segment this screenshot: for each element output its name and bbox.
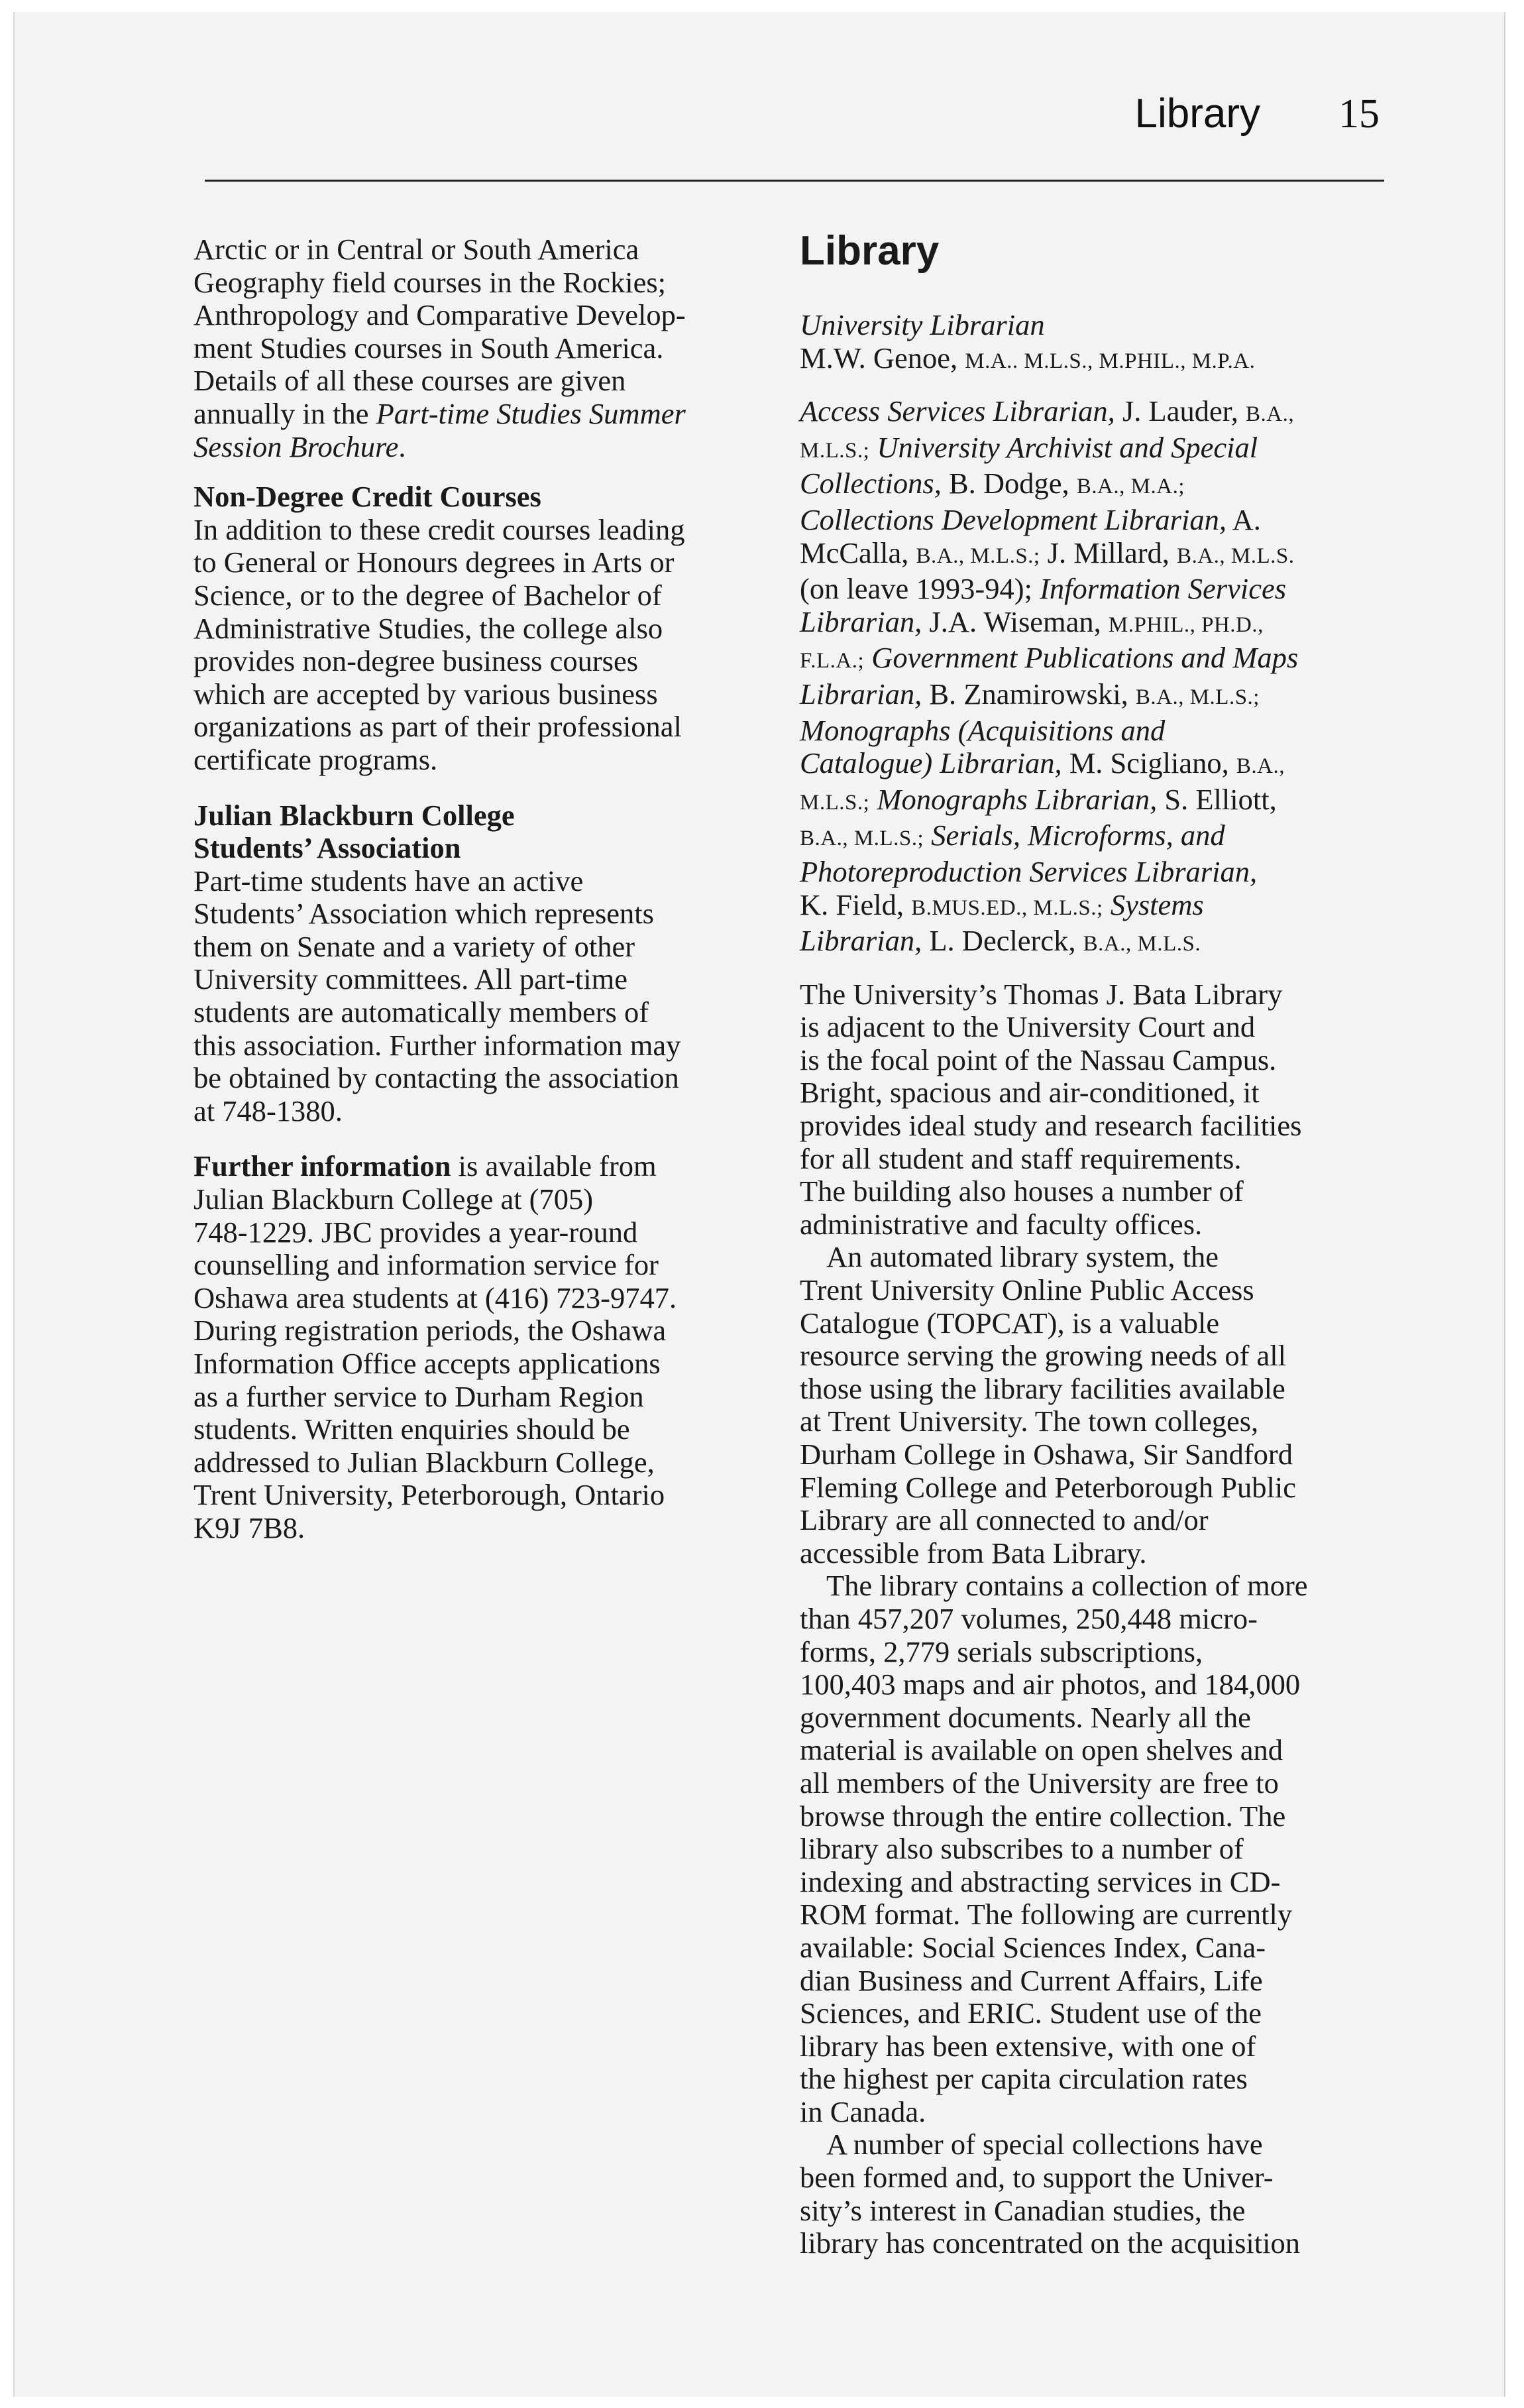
text-line: 100,403 maps and air photos, and 184,000 (800, 1668, 1301, 1701)
staff-line (800, 889, 1363, 925)
text-line (193, 398, 777, 431)
special-collections-paragraph (800, 2128, 1363, 2260)
text-line: Library are all connected to and/or (800, 1503, 1209, 1537)
text-run: annually in the (193, 396, 376, 430)
text-line: as a further service to Durham Region (193, 1379, 644, 1413)
text-line: Information Office accepts applications (193, 1347, 661, 1380)
text-line: Trent University Online Public Access (800, 1273, 1254, 1307)
staff-line (800, 431, 1363, 468)
librarian-degrees: M.A.. M.L.S., M.PHIL., M.P.A. (965, 349, 1256, 373)
text-line: Administrative Studies, the college also (193, 611, 663, 645)
section-heading: Students’ Association (193, 831, 461, 865)
text-line: Geography field courses in the Rockies; (193, 265, 667, 299)
collection-paragraph (800, 1570, 1363, 2128)
staff-line (800, 504, 1363, 537)
text-line: been formed and, to support the Univer- (800, 2161, 1274, 2195)
staff-title-run: Access Services Librarian, (800, 394, 1115, 428)
staff-title-run: Librarian, (800, 924, 922, 958)
header-rule (205, 180, 1384, 182)
degree-run: M.PHIL., PH.D., (1108, 612, 1264, 637)
staff-title-run: Government Publications and Maps (864, 641, 1299, 675)
text-line: The University’s Thomas J. Bata Library (800, 977, 1283, 1011)
text-line: 748-1229. JBC provides a year-round (193, 1215, 638, 1249)
text-line (193, 1150, 777, 1183)
text-run: is available from (451, 1149, 657, 1183)
degree-run: B.A., M.L.S.; (916, 544, 1040, 568)
staff-title-run: Librarian, (800, 677, 922, 711)
staff-line (800, 856, 1363, 889)
text-line: in Canada. (800, 2094, 926, 2128)
name-run: J. Millard, (1040, 536, 1177, 569)
degree-run: B.A., (1236, 754, 1285, 779)
left-column (193, 233, 777, 1545)
degree-run: B.A., M.L.S. (1177, 544, 1295, 568)
university-librarian (800, 309, 1363, 378)
text-line: Fleming College and Peterborough Public (800, 1470, 1296, 1504)
staff-line (800, 678, 1363, 715)
text-line: Sciences, and ERIC. Student use of the (800, 1996, 1262, 2030)
name-run: (on leave 1993-94); (800, 572, 1040, 606)
library-heading: Library (800, 228, 940, 274)
staff-line (800, 819, 1363, 856)
text-line: dian Business and Current Affairs, Life (800, 1963, 1263, 1997)
degree-run: B.A., M.L.S. (1083, 932, 1201, 956)
staff-title-run: University Archivist and Special (869, 430, 1258, 464)
staff-list (800, 395, 1363, 961)
staff-title-run: Systems (1103, 888, 1204, 921)
section-heading: Julian Blackburn College (193, 798, 515, 832)
name-run: B. Znamirowski, (922, 677, 1136, 711)
staff-line (800, 783, 1363, 820)
staff-title-run: Serials, Microforms, and (924, 819, 1225, 852)
staff-line (800, 715, 1363, 748)
text-line: Bright, spacious and air-conditioned, it (800, 1076, 1260, 1110)
degree-run: B.MUS.ED., M.L.S.; (911, 895, 1103, 920)
degree-run: B.A., M.L.S.; (1135, 685, 1260, 709)
librarian-title: University Librarian (800, 308, 1045, 341)
text-line: is adjacent to the University Court and (800, 1010, 1256, 1044)
degree-run: F.L.A.; (800, 649, 865, 673)
text-line: library has concentrated on the acquisition (800, 2226, 1301, 2260)
text-line: be obtained by contacting the association (193, 1061, 679, 1095)
staff-line (800, 606, 1363, 642)
staff-line (800, 573, 1363, 606)
name-run: S. Elliott, (1157, 782, 1277, 816)
text-run: . (398, 430, 406, 463)
text-line: library also subscribes to a number of (800, 1832, 1244, 1866)
text-line: provides ideal study and research facilities (800, 1109, 1302, 1143)
text-line: ROM format. The following are currently (800, 1898, 1293, 1931)
degree-run: B.A., M.L.S.; (800, 827, 924, 851)
degree-run: B.A., (1245, 402, 1295, 427)
text-line (193, 431, 777, 464)
text-line: Catalogue (TOPCAT), is a valuable (800, 1306, 1220, 1340)
text-line: University committees. All part-time (193, 962, 628, 996)
text-line: government documents. Nearly all the (800, 1700, 1251, 1734)
text-line: Part-time students have an active (193, 864, 584, 897)
text-line: all members of the University are free to (800, 1766, 1279, 1800)
topcat-paragraph (800, 1241, 1363, 1570)
name-run: J.A. Wiseman, (922, 604, 1109, 638)
text-line: Students’ Association which represents (193, 897, 654, 931)
brochure-title-italic: Part-time Studies Summer (376, 396, 686, 430)
text-line: which are accepted by various business (193, 677, 658, 711)
text-line: Durham College in Oshawa, Sir Sandford (800, 1438, 1293, 1471)
name-run: McCalla, (800, 536, 916, 569)
text-line: forms, 2,779 serials subscriptions, (800, 1634, 1203, 1668)
text-line: addressed to Julian Blackburn College, (193, 1445, 655, 1479)
further-information-section (193, 1150, 777, 1544)
staff-title-run: Librarian, (800, 604, 922, 638)
text-line: An automated library system, the (826, 1240, 1219, 1274)
association-section (193, 799, 777, 1128)
staff-line (800, 925, 1363, 961)
text-line: resource serving the growing needs of all (800, 1339, 1287, 1373)
text-line: administrative and faculty offices. (800, 1207, 1203, 1241)
text-line: available: Social Sciences Index, Cana- (800, 1930, 1266, 1964)
text-line: ment Studies courses in South America. (193, 331, 664, 365)
staff-title-run: Monographs (Acquisitions and (800, 713, 1166, 747)
staff-title-run: Catalogue) Librarian, (800, 746, 1062, 780)
brochure-title-italic: Session Brochure (193, 430, 399, 463)
text-line: indexing and abstracting services in CD- (800, 1864, 1281, 1898)
text-line: for all student and staff requirements. (800, 1141, 1242, 1175)
text-line: Trent University, Peterborough, Ontario (193, 1478, 665, 1512)
text-line: students. Written enquiries should be (193, 1412, 630, 1446)
staff-title-run: Monographs Librarian, (869, 782, 1158, 816)
name-run: B. Dodge, (941, 467, 1077, 500)
name-run: J. Lauder, (1115, 394, 1246, 428)
right-column (800, 228, 1363, 2260)
degree-run: B.A., M.A.; (1076, 475, 1185, 499)
running-head (942, 90, 1380, 150)
text-line: certificate programs. (193, 742, 438, 776)
staff-title-run: Collections Development Librarian, (800, 502, 1226, 536)
text-line: accessible from Bata Library. (800, 1536, 1147, 1570)
text-line: sity’s interest in Canadian studies, the (800, 2193, 1246, 2227)
intro-paragraph (193, 233, 777, 463)
text-line: this association. Further information may (193, 1028, 681, 1062)
text-line: Julian Blackburn College at (705) (193, 1182, 594, 1216)
bata-paragraph (800, 978, 1363, 1241)
text-line: Oshawa area students at (416) 723-9747. (193, 1281, 677, 1314)
text-line: In addition to these credit courses leading (193, 512, 685, 546)
text-line (800, 342, 1363, 378)
text-line: K9J 7B8. (193, 1511, 305, 1544)
name-run: M. Scigliano, (1061, 746, 1236, 780)
staff-title-run: Information Services (1040, 572, 1287, 606)
name-run: K. Field, (800, 888, 912, 921)
text-line: the highest per capita circulation rates (800, 2062, 1248, 2096)
text-line: The library contains a collection of more (826, 1569, 1308, 1603)
staff-line (800, 537, 1363, 573)
staff-line (800, 747, 1363, 783)
name-run: A. (1226, 502, 1261, 536)
staff-line (800, 467, 1363, 504)
text-line: than 457,207 volumes, 250,448 micro- (800, 1601, 1258, 1635)
text-line: A number of special collections have (826, 2128, 1263, 2161)
staff-title-run: Photoreproduction Services Librarian, (800, 854, 1258, 888)
degree-run: M.L.S.; (800, 790, 870, 815)
text-line: The building also houses a number of (800, 1175, 1244, 1208)
text-line: Anthropology and Comparative Develop- (193, 298, 686, 332)
text-line: those using the library facilities available (800, 1371, 1285, 1405)
staff-line (800, 642, 1363, 678)
text-line: material is available on open shelves and (800, 1733, 1283, 1767)
staff-line (800, 395, 1363, 431)
text-line: counselling and information service for (193, 1248, 659, 1282)
librarian-name: M.W. Genoe, (800, 341, 965, 374)
staff-title-run: Collections, (800, 467, 942, 500)
name-run: L. Declerck, (922, 924, 1083, 958)
text-line: is the focal point of the Nassau Campus. (800, 1043, 1277, 1076)
non-degree-section (193, 481, 777, 776)
further-info-lead: Further information (193, 1149, 451, 1183)
text-line: at Trent University. The town colleges, (800, 1405, 1259, 1438)
text-line: Science, or to the degree of Bachelor of (193, 578, 662, 612)
text-line: library has been extensive, with one of (800, 2029, 1256, 2063)
running-head-section: Library (1134, 91, 1260, 137)
text-line: them on Senate and a variety of other (193, 929, 635, 963)
text-line: provides non-degree business courses (193, 644, 639, 678)
text-line: During registration periods, the Oshawa (193, 1314, 667, 1347)
text-line: browse through the entire collection. The (800, 1799, 1286, 1833)
text-line: students are automatically members of (193, 996, 649, 1029)
text-line: Details of all these courses are given (193, 364, 626, 398)
page-number: 15 (1338, 91, 1380, 137)
text-line: to General or Honours degrees in Arts or (193, 545, 675, 579)
text-line: Arctic or in Central or South America (193, 233, 639, 266)
text-line: at 748-1380. (193, 1094, 343, 1127)
section-heading: Non-Degree Credit Courses (193, 480, 541, 514)
degree-run: M.L.S.; (800, 438, 870, 463)
text-line: organizations as part of their professional (193, 710, 682, 744)
